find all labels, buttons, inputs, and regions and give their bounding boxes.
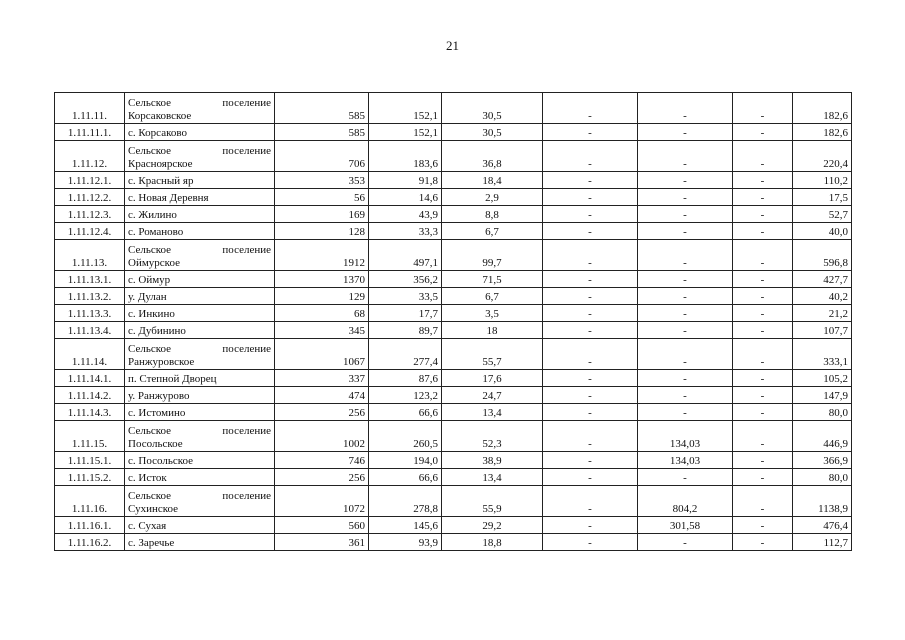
name-line-1: Сельское поселение [128,145,271,157]
value-5-cell: - [638,93,733,124]
table-row [55,404,852,421]
population-cell: 169 [275,206,369,223]
value-4-cell: - [543,172,638,189]
table-row [55,305,852,322]
total-cell: 596,8 [793,240,852,271]
table-row [55,322,852,339]
value-2-cell: 152,1 [369,124,442,141]
value-4-cell: - [543,93,638,124]
table-row [55,387,852,404]
population-cell: 585 [275,124,369,141]
code-cell: 1.11.13.3. [55,305,125,322]
code-cell: 1.11.14. [55,339,125,370]
value-4-cell: - [543,288,638,305]
value-3-cell: 6,7 [442,223,543,240]
value-6-cell: - [733,172,793,189]
value-6-cell: - [733,421,793,452]
total-cell: 40,0 [793,223,852,240]
code-cell: 1.11.12. [55,141,125,172]
value-4-cell: - [543,517,638,534]
value-4-cell: - [543,370,638,387]
value-3-cell: 13,4 [442,404,543,421]
table-row [55,93,852,124]
value-6-cell: - [733,240,793,271]
value-4-cell: - [543,271,638,288]
value-3-cell: 8,8 [442,206,543,223]
value-5-cell: - [638,189,733,206]
value-6-cell: - [733,404,793,421]
table-row [55,189,852,206]
value-2-cell: 14,6 [369,189,442,206]
table-row [55,124,852,141]
value-2-cell: 17,7 [369,305,442,322]
population-cell: 337 [275,370,369,387]
name-cell: с. Сухая [125,517,275,534]
value-6-cell: - [733,387,793,404]
total-cell: 105,2 [793,370,852,387]
name-cell: с. Оймур [125,271,275,288]
code-cell: 1.11.11. [55,93,125,124]
value-2-cell: 194,0 [369,452,442,469]
value-5-cell: - [638,370,733,387]
population-cell: 129 [275,288,369,305]
total-cell: 40,2 [793,288,852,305]
table-row [55,288,852,305]
value-5-cell: - [638,223,733,240]
total-cell: 17,5 [793,189,852,206]
code-cell: 1.11.16.2. [55,534,125,551]
value-3-cell: 3,5 [442,305,543,322]
value-2-cell: 278,8 [369,486,442,517]
code-cell: 1.11.11.1. [55,124,125,141]
name-line-2: Красноярское [128,158,193,170]
value-4-cell: - [543,486,638,517]
value-6-cell: - [733,189,793,206]
value-6-cell: - [733,339,793,370]
value-2-cell: 356,2 [369,271,442,288]
value-4-cell: - [543,240,638,271]
name-cell: с. Исток [125,469,275,486]
total-cell: 1138,9 [793,486,852,517]
name-cell: с. Дубинино [125,322,275,339]
name-line-1: Сельское поселение [128,97,271,109]
population-cell: 128 [275,223,369,240]
value-5-cell: - [638,469,733,486]
value-6-cell: - [733,124,793,141]
name-cell: с. Жилино [125,206,275,223]
value-5-cell: - [638,240,733,271]
table-row [55,517,852,534]
total-cell: 80,0 [793,404,852,421]
value-5-cell: - [638,387,733,404]
name-line-1: Сельское поселение [128,490,271,502]
table-row [55,486,852,517]
total-cell: 52,7 [793,206,852,223]
table-row [55,240,852,271]
value-3-cell: 55,7 [442,339,543,370]
table-row [55,452,852,469]
value-2-cell: 87,6 [369,370,442,387]
value-6-cell: - [733,469,793,486]
value-4-cell: - [543,206,638,223]
value-3-cell: 71,5 [442,271,543,288]
value-2-cell: 497,1 [369,240,442,271]
code-cell: 1.11.15. [55,421,125,452]
name-line-1: Сельское поселение [128,244,271,256]
value-5-cell: 134,03 [638,452,733,469]
value-5-cell: - [638,124,733,141]
value-6-cell: - [733,452,793,469]
value-4-cell: - [543,189,638,206]
value-5-cell: - [638,305,733,322]
name-cell: с. Новая Деревня [125,189,275,206]
total-cell: 80,0 [793,469,852,486]
name-line-1: Сельское поселение [128,343,271,355]
name-cell [125,421,275,452]
value-2-cell: 66,6 [369,469,442,486]
total-cell: 182,6 [793,93,852,124]
table-row [55,271,852,288]
table-body [55,93,852,551]
value-5-cell: - [638,322,733,339]
value-2-cell: 33,5 [369,288,442,305]
population-cell: 1912 [275,240,369,271]
value-2-cell: 43,9 [369,206,442,223]
population-cell: 560 [275,517,369,534]
value-5-cell: - [638,141,733,172]
total-cell: 147,9 [793,387,852,404]
code-cell: 1.11.15.1. [55,452,125,469]
table-row [55,206,852,223]
total-cell: 476,4 [793,517,852,534]
value-6-cell: - [733,486,793,517]
total-cell: 112,7 [793,534,852,551]
value-4-cell: - [543,404,638,421]
code-cell: 1.11.14.1. [55,370,125,387]
table-row [55,370,852,387]
value-5-cell: - [638,271,733,288]
code-cell: 1.11.13.2. [55,288,125,305]
name-cell [125,240,275,271]
value-3-cell: 24,7 [442,387,543,404]
value-2-cell: 152,1 [369,93,442,124]
code-cell: 1.11.15.2. [55,469,125,486]
value-5-cell: - [638,404,733,421]
value-5-cell: 134,03 [638,421,733,452]
value-5-cell: - [638,534,733,551]
value-2-cell: 183,6 [369,141,442,172]
name-cell [125,486,275,517]
value-4-cell: - [543,141,638,172]
code-cell: 1.11.14.3. [55,404,125,421]
population-cell: 474 [275,387,369,404]
code-cell: 1.11.12.4. [55,223,125,240]
population-cell: 256 [275,404,369,421]
value-3-cell: 52,3 [442,421,543,452]
name-line-2: Оймурское [128,257,180,269]
total-cell: 182,6 [793,124,852,141]
total-cell: 427,7 [793,271,852,288]
value-3-cell: 18,8 [442,534,543,551]
value-3-cell: 55,9 [442,486,543,517]
value-5-cell: - [638,206,733,223]
table-row [55,172,852,189]
value-6-cell: - [733,288,793,305]
code-cell: 1.11.16.1. [55,517,125,534]
table-row [55,534,852,551]
value-2-cell: 277,4 [369,339,442,370]
settlements-table [54,92,852,551]
value-6-cell: - [733,534,793,551]
total-cell: 366,9 [793,452,852,469]
population-cell: 1072 [275,486,369,517]
value-2-cell: 145,6 [369,517,442,534]
population-cell: 256 [275,469,369,486]
name-cell [125,339,275,370]
name-line-1: Сельское поселение [128,425,271,437]
total-cell: 110,2 [793,172,852,189]
value-6-cell: - [733,141,793,172]
value-5-cell: 804,2 [638,486,733,517]
page-number: 21 [446,38,459,53]
value-3-cell: 18,4 [442,172,543,189]
name-cell [125,141,275,172]
population-cell: 1067 [275,339,369,370]
value-5-cell: 301,58 [638,517,733,534]
name-line-2: Ранжуровское [128,356,195,368]
value-3-cell: 17,6 [442,370,543,387]
name-cell: с. Красный яр [125,172,275,189]
value-3-cell: 30,5 [442,124,543,141]
table-row [55,339,852,370]
value-4-cell: - [543,469,638,486]
name-cell: с. Посольское [125,452,275,469]
value-4-cell: - [543,534,638,551]
value-5-cell: - [638,172,733,189]
table-row [55,469,852,486]
value-2-cell: 260,5 [369,421,442,452]
name-cell: с. Истомино [125,404,275,421]
value-6-cell: - [733,206,793,223]
population-cell: 585 [275,93,369,124]
value-6-cell: - [733,305,793,322]
total-cell: 107,7 [793,322,852,339]
value-2-cell: 33,3 [369,223,442,240]
total-cell: 21,2 [793,305,852,322]
population-cell: 68 [275,305,369,322]
value-4-cell: - [543,223,638,240]
value-2-cell: 89,7 [369,322,442,339]
population-cell: 361 [275,534,369,551]
value-5-cell: - [638,288,733,305]
value-5-cell: - [638,339,733,370]
population-cell: 56 [275,189,369,206]
name-cell: у. Дулан [125,288,275,305]
value-3-cell: 36,8 [442,141,543,172]
population-cell: 706 [275,141,369,172]
value-3-cell: 29,2 [442,517,543,534]
value-2-cell: 66,6 [369,404,442,421]
value-4-cell: - [543,339,638,370]
code-cell: 1.11.13.4. [55,322,125,339]
code-cell: 1.11.12.1. [55,172,125,189]
value-2-cell: 93,9 [369,534,442,551]
code-cell: 1.11.13.1. [55,271,125,288]
value-6-cell: - [733,370,793,387]
name-line-2: Корсаковское [128,110,192,122]
name-cell: с. Корсаково [125,124,275,141]
name-cell: п. Степной Дворец [125,370,275,387]
code-cell: 1.11.12.2. [55,189,125,206]
value-4-cell: - [543,305,638,322]
value-3-cell: 99,7 [442,240,543,271]
name-line-2: Посольское [128,438,183,450]
value-3-cell: 18 [442,322,543,339]
value-6-cell: - [733,322,793,339]
name-cell: с. Заречье [125,534,275,551]
value-3-cell: 6,7 [442,288,543,305]
table-row [55,141,852,172]
table-row [55,223,852,240]
value-3-cell: 2,9 [442,189,543,206]
population-cell: 1370 [275,271,369,288]
code-cell: 1.11.13. [55,240,125,271]
value-3-cell: 30,5 [442,93,543,124]
value-6-cell: - [733,271,793,288]
value-3-cell: 38,9 [442,452,543,469]
population-cell: 345 [275,322,369,339]
value-4-cell: - [543,124,638,141]
value-6-cell: - [733,93,793,124]
name-cell [125,93,275,124]
value-6-cell: - [733,223,793,240]
value-6-cell: - [733,517,793,534]
name-cell: с. Романово [125,223,275,240]
total-cell: 333,1 [793,339,852,370]
value-4-cell: - [543,421,638,452]
total-cell: 220,4 [793,141,852,172]
value-4-cell: - [543,387,638,404]
value-2-cell: 123,2 [369,387,442,404]
table-row [55,421,852,452]
code-cell: 1.11.12.3. [55,206,125,223]
value-3-cell: 13,4 [442,469,543,486]
population-cell: 1002 [275,421,369,452]
value-4-cell: - [543,322,638,339]
population-cell: 746 [275,452,369,469]
total-cell: 446,9 [793,421,852,452]
name-line-2: Сухинское [128,503,179,515]
value-2-cell: 91,8 [369,172,442,189]
code-cell: 1.11.16. [55,486,125,517]
code-cell: 1.11.14.2. [55,387,125,404]
value-4-cell: - [543,452,638,469]
name-cell: с. Инкино [125,305,275,322]
name-cell: у. Ранжурово [125,387,275,404]
population-cell: 353 [275,172,369,189]
